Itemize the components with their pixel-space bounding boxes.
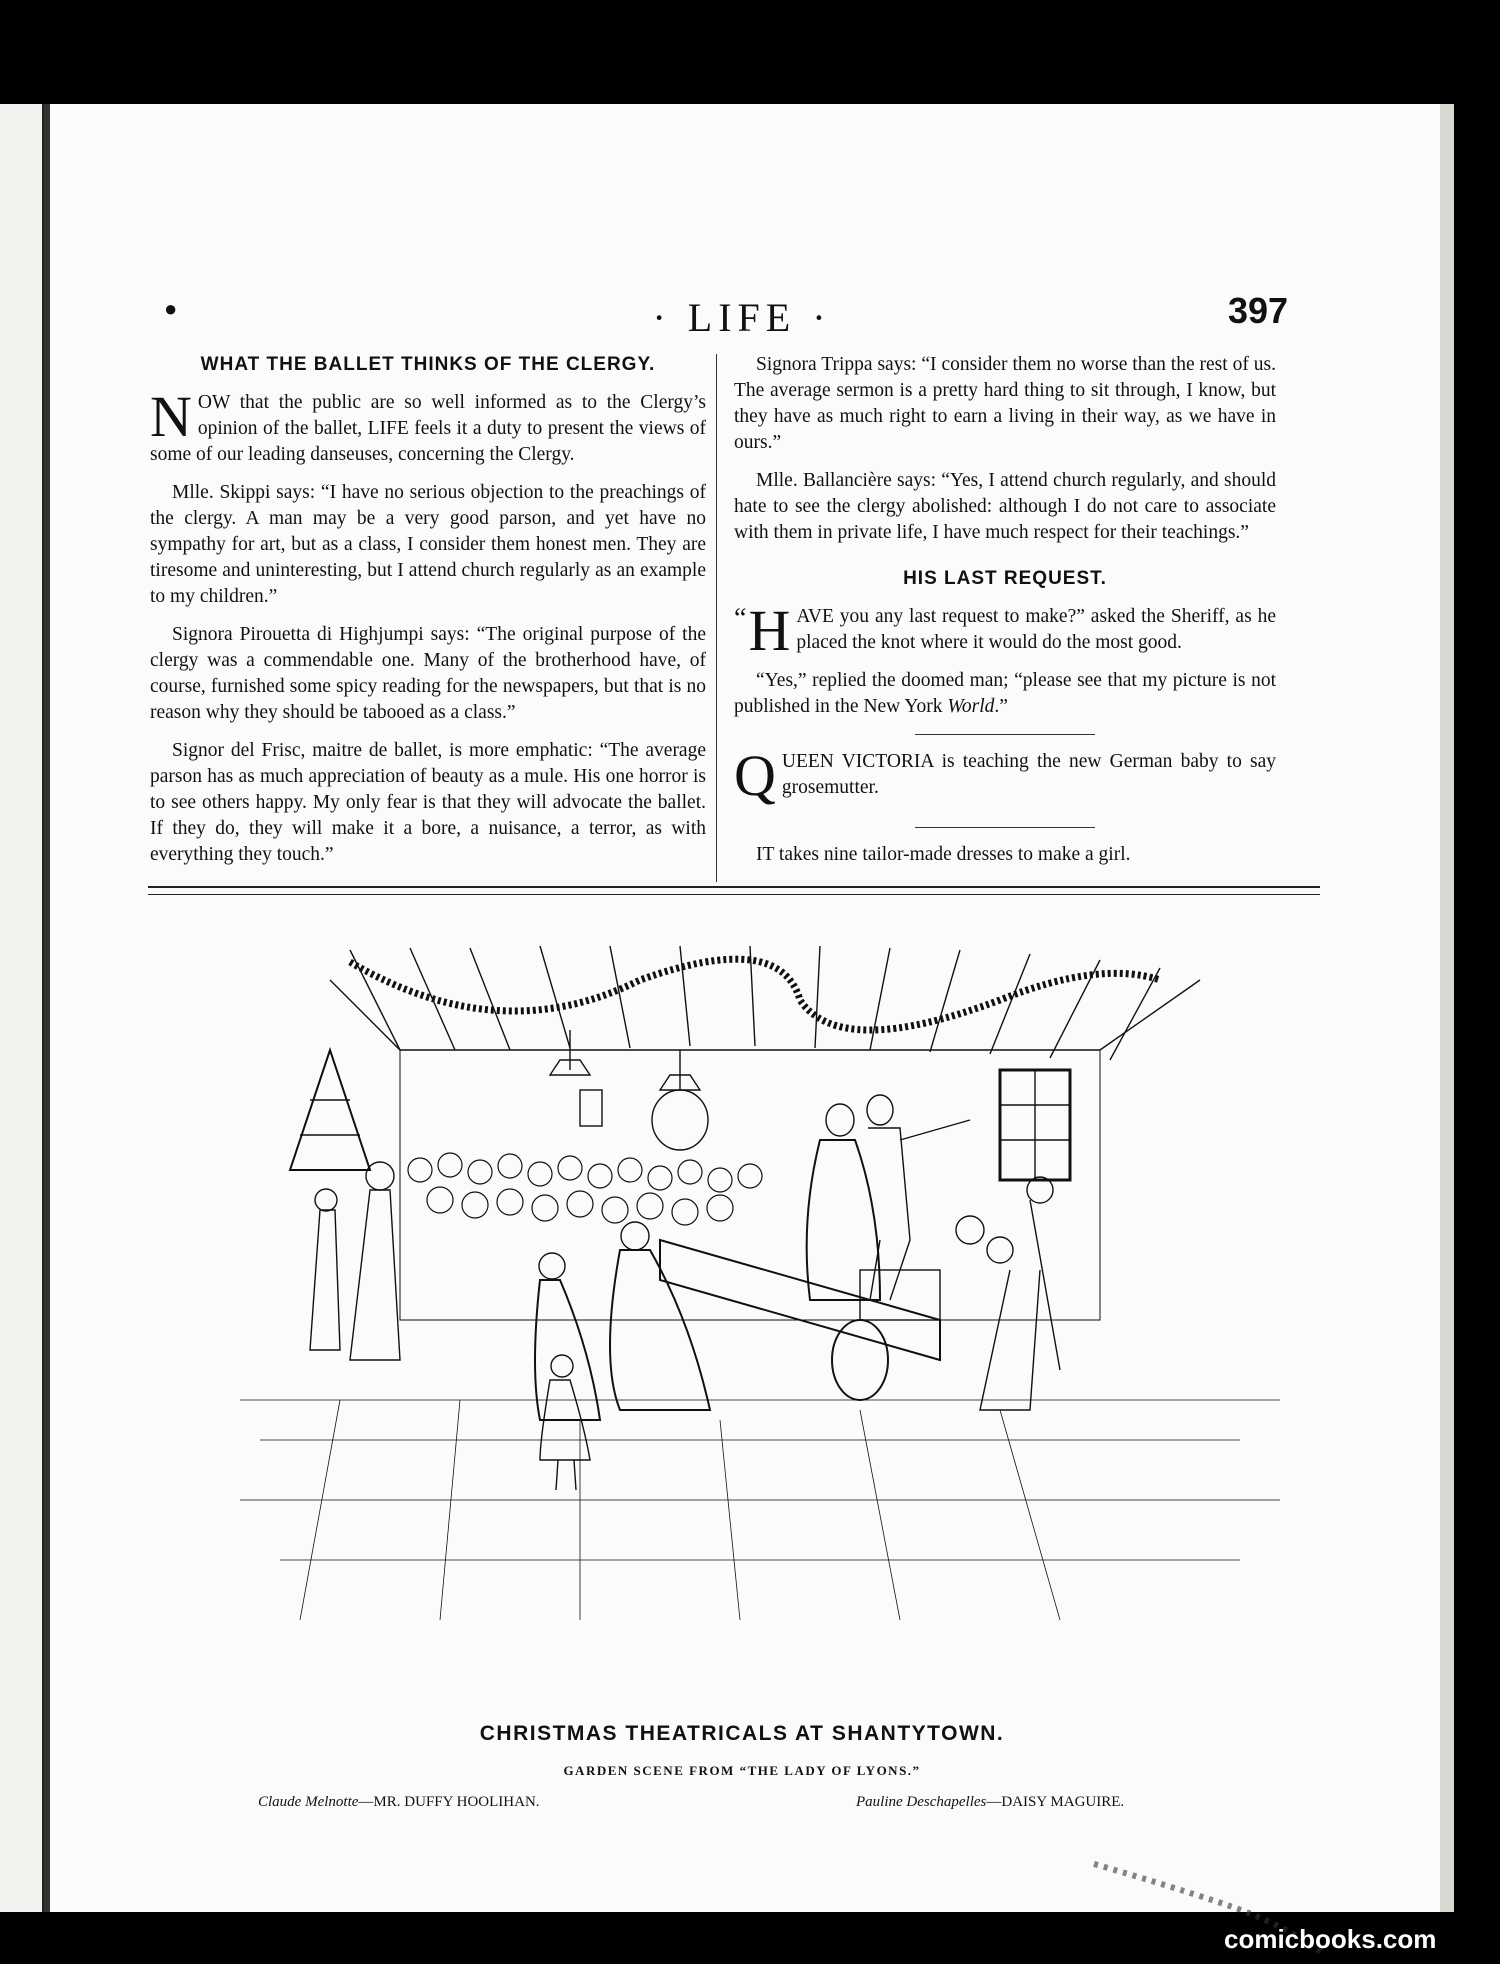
paragraph-text: “Yes,” replied the doomed man; “please see that my picture is not published in the New York [734,670,1276,717]
drop-cap: N [150,384,192,449]
paragraph-text: UEEN VICTORIA is teaching the new German baby to say grosemutter. [781,751,1276,798]
role-name: Pauline Deschapelles [856,1794,987,1810]
actor-name: —DAISY MAGUIRE. [986,1794,1125,1810]
paragraph [734,668,1276,720]
short-rule [915,827,1095,828]
paragraph [734,598,1276,663]
paragraph: Mlle. Skippi says: “I have no serious objection to the preachings of the clergy. A man may be a very good parson, and yet have no sympathy for art, but as a class, I consider them honest men. They are tiresome and uninteresting, but I attend church regularly as an example to my children.” [150,482,706,607]
open-quote: “ [734,603,747,634]
drop-cap: H [748,598,791,663]
watermark: comicbooks.com [1224,1924,1437,1954]
christmas-theatricals-illustration [240,940,1280,1620]
article-heading-ballet: WHAT THE BALLET THINKS OF THE CLERGY. [200,354,656,375]
ink-dot: ● [164,296,178,321]
italic-text: World [947,696,995,717]
paragraph: Mlle. Ballancière says: “Yes, I attend church regularly, and should hate to see the clergy abolished: although I do not care to associate with them in private life, I have much respect for their teachings.” [734,470,1276,543]
page-number: 397 [1228,290,1289,331]
role-name: Claude Melnotte [258,1794,359,1810]
paragraph [734,743,1276,808]
right-column [734,352,1276,880]
paragraph: Signora Pirouetta di Highjumpi says: “The original purpose of the clergy was a commendable one. Many of the brotherhood have, of course, furnished some spicy reading for the newspapers, but that is no reason why they should be tabooed as a class.” [150,624,706,723]
page-spine [44,104,50,1912]
short-rule [915,734,1095,735]
cast-credit-right [856,1794,1124,1811]
magazine-page [44,104,1440,1912]
paragraph: Signora Trippa says: “I consider them no worse than the rest of us. The average sermon is a pretty hard thing to sit through, I know, but they have as much right to earn a living in their way, as we have in ours.” [734,354,1276,453]
paragraph-text: OW that the public are so well informed as to the Clergy’s opinion of the ballet, LIFE feels it a duty to present the views of some of our leading danseuses, concerning the Clergy. [150,392,706,465]
actor-name: —MR. DUFFY HOOLIHAN. [358,1794,540,1810]
article-heading-last-request: HIS LAST REQUEST. [903,568,1107,589]
page-edge [1440,104,1454,1912]
paragraph [150,384,706,468]
masthead-title: · LIFE · [652,295,832,340]
previous-page-edge [0,104,45,1912]
drop-cap: Q [734,743,776,808]
column-divider [716,354,717,882]
illustration-subtitle: GARDEN SCENE FROM “THE LADY OF LYONS.” [563,1763,921,1778]
paragraph: IT takes nine tailor-made dresses to make a girl. [756,844,1131,865]
paragraph-text: AVE you any last request to make?” asked the Sheriff, as he placed the knot where it would do the most good. [796,606,1276,653]
paragraph-text: .” [994,696,1008,717]
section-rule [148,886,1320,895]
left-column [150,352,706,880]
illustration-title: CHRISTMAS THEATRICALS AT SHANTYTOWN. [479,1722,1005,1745]
cast-credit-left [258,1794,540,1811]
paragraph: Signor del Frisc, maitre de ballet, is more emphatic: “The average parson has as much appreciation of beauty as a mule. His one horror is to see others happy. My only fear is that they will advocate the ballet. If they do, they will make it a bore, a nuisance, a terror, as with everything they touch.” [150,740,706,865]
